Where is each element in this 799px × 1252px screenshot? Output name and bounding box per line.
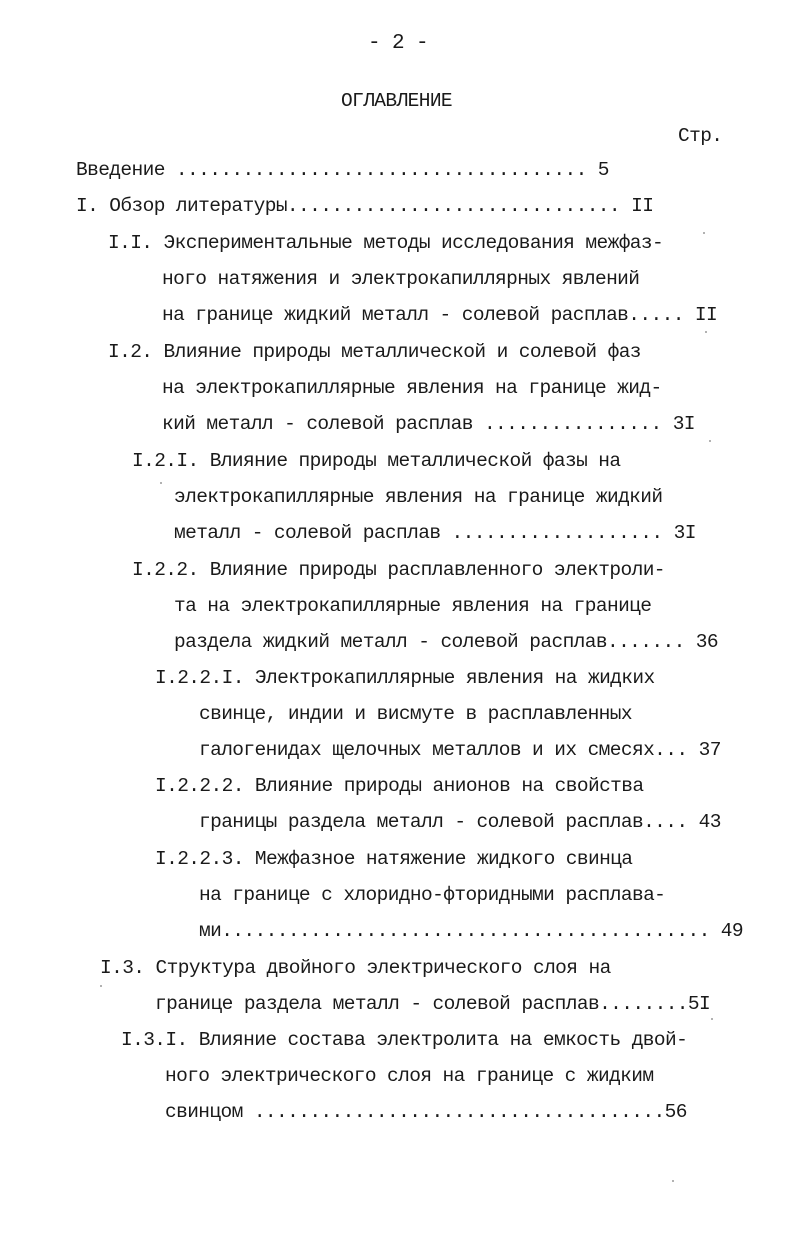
- toc-entry-1-2-2-3-line-2: на границе с хлоридно-фторидными расплава-: [199, 884, 666, 906]
- toc-entry-1-2-2-1-line-3: галогенидах щелочных металлов и их смесях... 37: [199, 739, 721, 761]
- toc-entry-introduction: Введение ..................................... 5: [76, 159, 609, 181]
- toc-entry-1-2-line-1: I.2. Влияние природы металлической и солевой фаз: [108, 341, 641, 363]
- toc-title: ОГЛАВЛЕНИЕ: [341, 90, 453, 112]
- scan-speck: [705, 331, 707, 333]
- toc-entry-1-3-1-line-1: I.3.I. Влияние состава электролита на емкость двой-: [121, 1029, 688, 1051]
- toc-entry-1-2-2-1-line-2: свинце, индии и висмуте в расплавленных: [199, 703, 632, 725]
- toc-entry-chapter-1: I. Обзор литературы.............................. II: [76, 195, 654, 217]
- toc-entry-1-2-line-3: кий металл - солевой расплав ................ 3I: [162, 413, 695, 435]
- toc-entry-1-3-line-1: I.3. Структура двойного электрического слоя на: [100, 957, 611, 979]
- toc-entry-1-1-line-2: ного натяжения и электрокапиллярных явлений: [162, 268, 640, 290]
- toc-entry-1-1-line-3: на границе жидкий металл - солевой расплав..... II: [162, 304, 718, 326]
- toc-entry-1-2-2-3-line-3: ми............................................ 49: [199, 920, 743, 942]
- toc-entry-1-2-1-line-1: I.2.I. Влияние природы металлической фазы на: [132, 450, 621, 472]
- toc-entry-1-3-1-line-2: ного электрического слоя на границе с жидким: [165, 1065, 654, 1087]
- toc-entry-1-2-2-3-line-1: I.2.2.3. Межфазное натяжение жидкого свинца: [155, 848, 633, 870]
- scan-speck: [709, 440, 711, 442]
- toc-entry-1-2-line-2: на электрокапиллярные явления на границе жид-: [162, 377, 662, 399]
- toc-entry-1-2-2-line-3: раздела жидкий металл - солевой расплав....... 36: [174, 631, 718, 653]
- toc-entry-1-1-line-1: I.I. Экспериментальные методы исследования межфаз-: [108, 232, 664, 254]
- scan-speck: [711, 1018, 713, 1020]
- scan-speck: [100, 985, 102, 987]
- toc-entry-1-2-2-line-2: та на электрокапиллярные явления на границе: [174, 595, 652, 617]
- scan-speck: [160, 482, 162, 484]
- toc-entry-1-3-line-2: границе раздела металл - солевой расплав........5I: [155, 993, 711, 1015]
- toc-entry-1-2-2-2-line-1: I.2.2.2. Влияние природы анионов на свойства: [155, 775, 644, 797]
- page-column-header: Стр.: [678, 125, 723, 147]
- page-number: - 2 -: [368, 32, 429, 55]
- toc-entry-1-2-2-line-1: I.2.2. Влияние природы расплавленного электроли-: [132, 559, 665, 581]
- toc-entry-1-2-1-line-2: электрокапиллярные явления на границе жидкий: [174, 486, 663, 508]
- scan-speck: [703, 232, 705, 234]
- toc-entry-1-2-2-1-line-1: I.2.2.I. Электрокапиллярные явления на жидких: [155, 667, 655, 689]
- toc-entry-1-2-2-2-line-2: границы раздела металл - солевой расплав.... 43: [199, 811, 721, 833]
- scan-speck: [672, 1180, 674, 1182]
- toc-entry-1-3-1-line-3: свинцом .....................................56: [165, 1101, 687, 1123]
- toc-entry-1-2-1-line-3: металл - солевой расплав ................... 3I: [174, 522, 696, 544]
